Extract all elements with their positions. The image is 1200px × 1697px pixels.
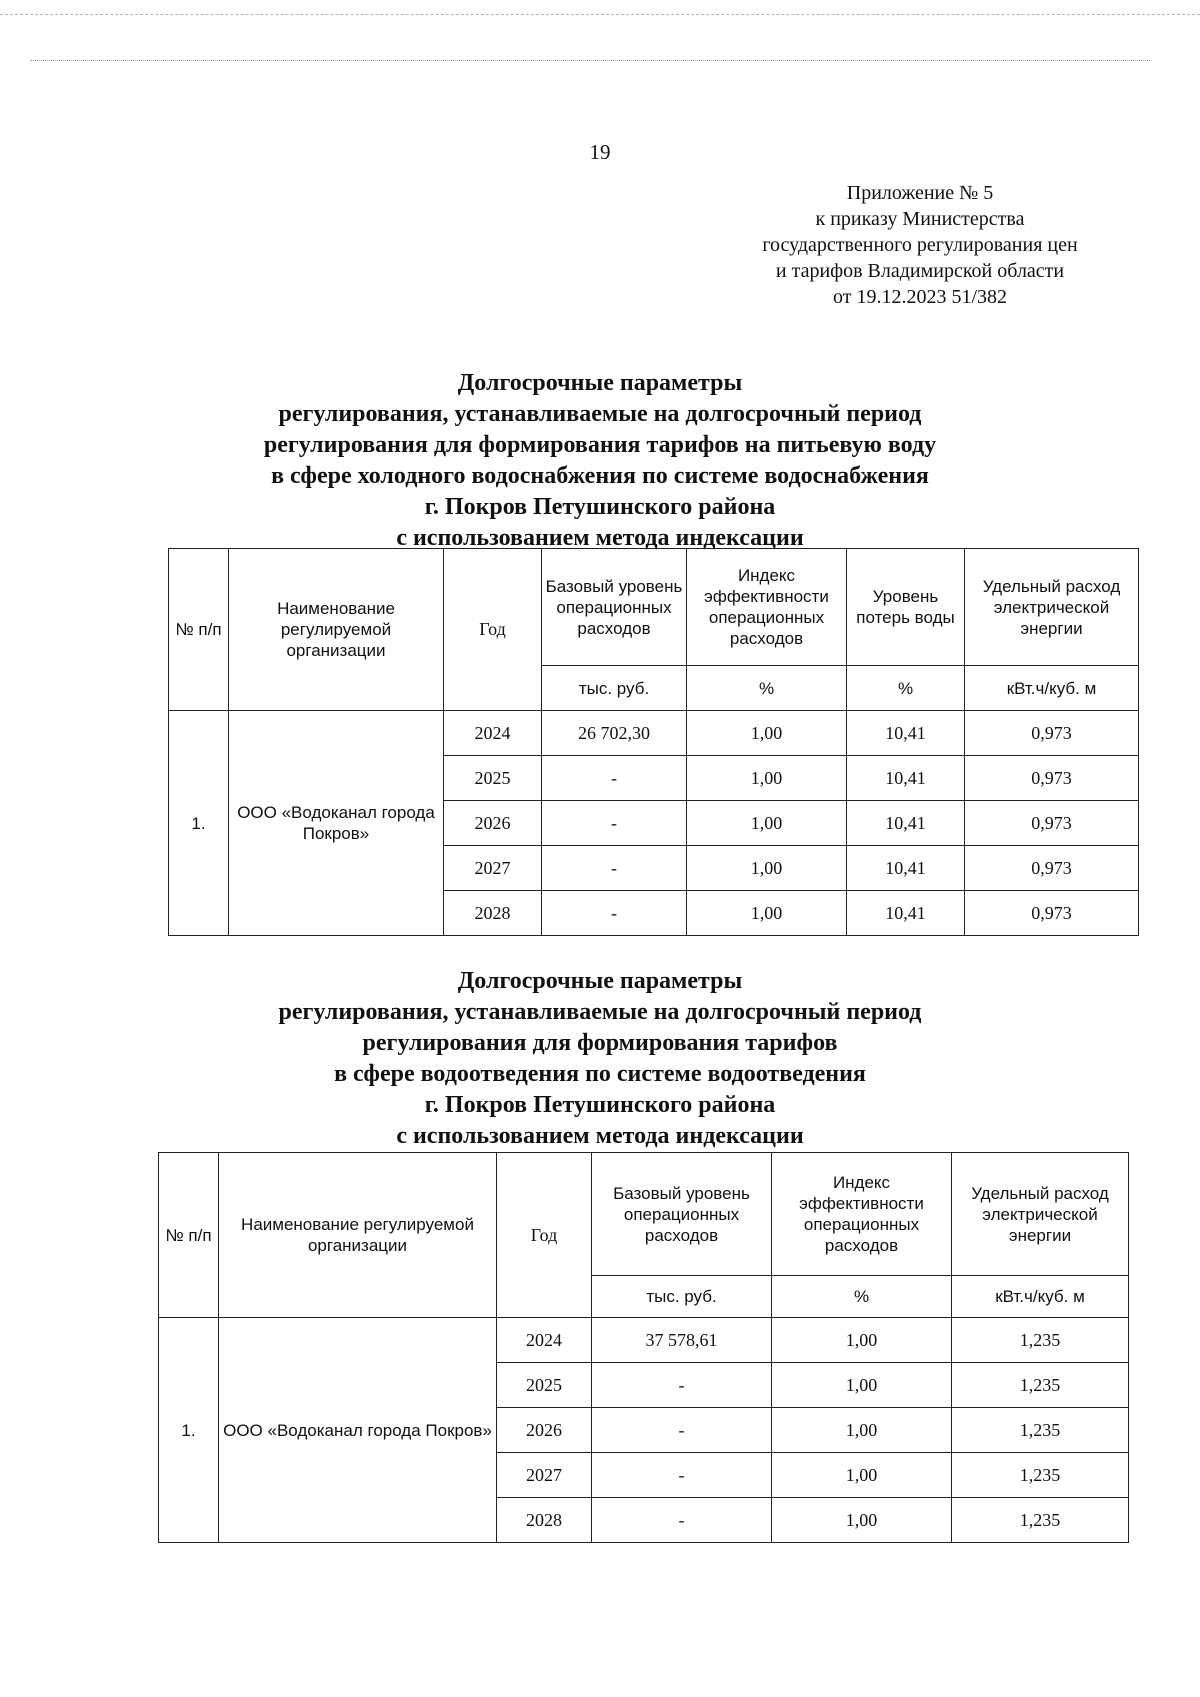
title-line: с использованием метода индексации: [396, 525, 804, 551]
unit-base: тыс. руб.: [592, 1276, 772, 1318]
cell-year: 2025: [444, 756, 542, 801]
organization-name: ООО «Водоканал города Покров»: [229, 711, 444, 936]
cell-base: 26 702,30: [542, 711, 687, 756]
unit-index: %: [772, 1276, 952, 1318]
cell-index: 1,00: [687, 891, 847, 936]
unit-index: %: [687, 666, 847, 711]
cell-loss: 10,41: [847, 801, 965, 846]
cell-base: -: [542, 846, 687, 891]
cell-base: -: [542, 801, 687, 846]
header-year: Год: [444, 549, 542, 711]
cell-index: 1,00: [772, 1453, 952, 1498]
cell-energy: 0,973: [965, 711, 1139, 756]
title-line: г. Покров Петушинского района: [424, 494, 776, 520]
organization-name: ООО «Водоканал города Покров»: [219, 1318, 497, 1543]
cell-energy: 0,973: [965, 801, 1139, 846]
header-num: № п/п: [169, 549, 229, 711]
page-number: 19: [589, 140, 611, 164]
cell-year: 2027: [497, 1453, 592, 1498]
cell-energy: 1,235: [952, 1363, 1129, 1408]
cell-loss: 10,41: [847, 891, 965, 936]
title-line: в сфере холодного водоснабжения по системе водоснабжения: [271, 463, 929, 489]
header-energy: Удельный расход электрической энергии: [952, 1153, 1129, 1276]
header-org: Наименование регулируемой организации: [229, 549, 444, 711]
cell-year: 2028: [497, 1498, 592, 1543]
title-line: Долгосрочные параметры: [457, 370, 743, 396]
title-line: в сфере водоотведения по системе водоотведения: [334, 1061, 866, 1087]
cell-base: -: [592, 1498, 772, 1543]
row-number: 1.: [159, 1318, 219, 1543]
cell-index: 1,00: [772, 1498, 952, 1543]
cell-loss: 10,41: [847, 756, 965, 801]
cell-year: 2024: [444, 711, 542, 756]
cell-energy: 1,235: [952, 1453, 1129, 1498]
appendix-line: к приказу Министерства: [815, 208, 1025, 230]
cell-base: -: [592, 1453, 772, 1498]
water-supply-params-table: [168, 548, 1139, 936]
cell-year: 2025: [497, 1363, 592, 1408]
appendix-line: Приложение № 5: [846, 182, 994, 204]
table-row: [159, 1318, 1129, 1363]
cell-energy: 1,235: [952, 1498, 1129, 1543]
scan-artifact-top: [0, 14, 1200, 16]
cell-energy: 1,235: [952, 1318, 1129, 1363]
appendix-header: [720, 180, 1120, 310]
cell-index: 1,00: [687, 846, 847, 891]
wastewater-params-table: [158, 1152, 1129, 1543]
header-index: Индекс эффективности операционных расходов: [687, 549, 847, 666]
cell-energy: 0,973: [965, 846, 1139, 891]
cell-index: 1,00: [687, 801, 847, 846]
section-2-title: [0, 966, 1200, 1152]
cell-energy: 0,973: [965, 756, 1139, 801]
section-1-title: [0, 368, 1200, 554]
cell-base: -: [542, 756, 687, 801]
cell-base: -: [592, 1408, 772, 1453]
unit-energy: кВт.ч/куб. м: [952, 1276, 1129, 1318]
cell-year: 2024: [497, 1318, 592, 1363]
header-num: № п/п: [159, 1153, 219, 1318]
cell-energy: 1,235: [952, 1408, 1129, 1453]
table-row: [169, 711, 1139, 756]
cell-year: 2026: [444, 801, 542, 846]
cell-index: 1,00: [687, 756, 847, 801]
title-line: г. Покров Петушинского района: [424, 1092, 776, 1118]
header-org: Наименование регулируемой организации: [219, 1153, 497, 1318]
appendix-line: государственного регулирования цен: [762, 234, 1078, 256]
cell-base: -: [592, 1363, 772, 1408]
title-line: регулирования для формирования тарифов: [362, 1030, 838, 1056]
cell-year: 2027: [444, 846, 542, 891]
cell-index: 1,00: [772, 1363, 952, 1408]
cell-index: 1,00: [772, 1408, 952, 1453]
unit-loss: %: [847, 666, 965, 711]
cell-energy: 0,973: [965, 891, 1139, 936]
title-line: регулирования, устанавливаемые на долгосрочный период: [278, 999, 922, 1025]
cell-year: 2026: [497, 1408, 592, 1453]
cell-index: 1,00: [687, 711, 847, 756]
unit-energy: кВт.ч/куб. м: [965, 666, 1139, 711]
cell-base: -: [542, 891, 687, 936]
cell-year: 2028: [444, 891, 542, 936]
header-loss: Уровень потерь воды: [847, 549, 965, 666]
cell-index: 1,00: [772, 1318, 952, 1363]
title-line: с использованием метода индексации: [396, 1123, 804, 1149]
header-base: Базовый уровень операционных расходов: [592, 1153, 772, 1276]
appendix-line: от 19.12.2023 51/382: [832, 286, 1008, 308]
header-energy: Удельный расход электрической энергии: [965, 549, 1139, 666]
title-line: регулирования, устанавливаемые на долгосрочный период: [278, 401, 922, 427]
header-base: Базовый уровень операционных расходов: [542, 549, 687, 666]
unit-base: тыс. руб.: [542, 666, 687, 711]
title-line: регулирования для формирования тарифов на питьевую воду: [263, 432, 937, 458]
cell-base: 37 578,61: [592, 1318, 772, 1363]
header-index: Индекс эффективности операционных расходов: [772, 1153, 952, 1276]
cell-loss: 10,41: [847, 846, 965, 891]
row-number: 1.: [169, 711, 229, 936]
scan-artifact-line: [30, 60, 1150, 62]
appendix-line: и тарифов Владимирской области: [775, 260, 1065, 282]
cell-loss: 10,41: [847, 711, 965, 756]
title-line: Долгосрочные параметры: [457, 968, 743, 994]
header-year: Год: [497, 1153, 592, 1318]
